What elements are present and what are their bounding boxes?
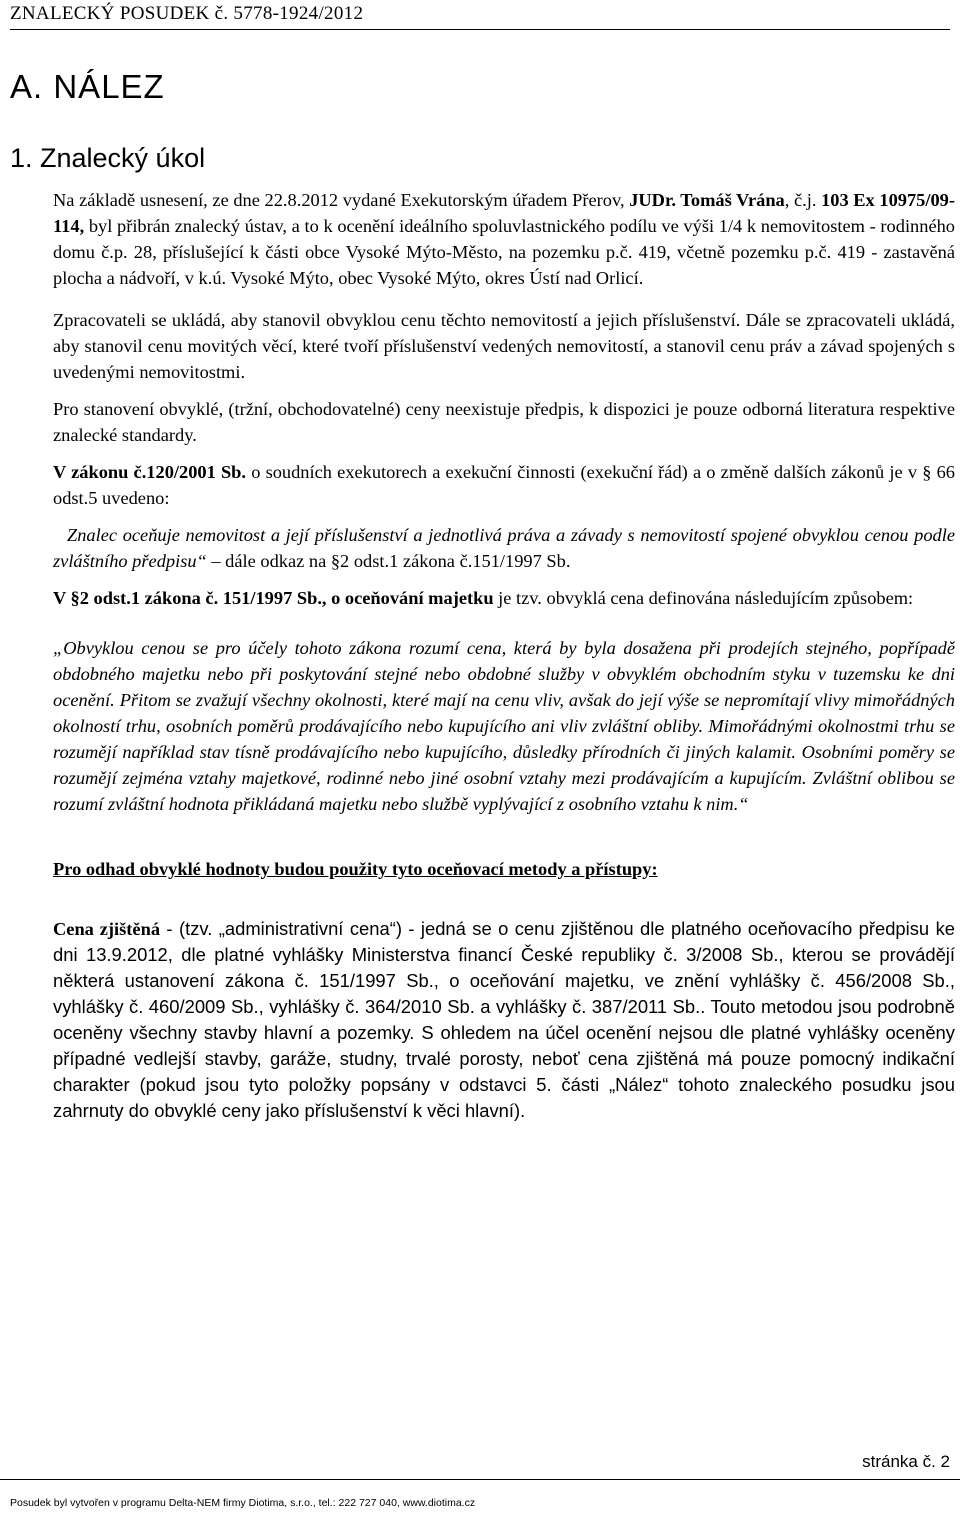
- footer-text: Posudek byl vytvořen v programu Delta-NEM firmy Diotima, s.r.o., tel.: 222 727 040, www.diotima.cz: [10, 1497, 476, 1509]
- quote-text: Znalec oceňuje nemovitost a její příslušenství a jednotlivá práva a závady s nemovitostí spojené obvyklou cenou podle zvláštního předpisu“: [53, 525, 955, 571]
- subsection-heading: 1. Znalecký úkol: [10, 143, 206, 173]
- executor-name: JUDr. Tomáš Vrána: [629, 190, 785, 210]
- method-description: - (tzv. „administrativní cena“) - jedná se o cenu zjištěnou dle platného oceňovacího předpisu ke dni 13.9.2012, dle platné vyhlášky Ministerstva financí České republiky č. 3/2008 Sb., kterou se provádějí některá ustanovení zákona č. 151/1997 Sb., o oceňování majetku, ve znění vyhlášky č. 456/2008 Sb., vyhlášky č. 460/2009 Sb., vyhlášky č. 364/2010 Sb. a vyhlášky č. 387/2011 Sb.. Touto metodou jsou podrobně oceněny všechny stavby hlavní a pozemky. S ohledem na účel ocenění nejsou dle platné vyhlášky oceněny případné vedlejší stavby, garáže, studny, trvalé porosty, neboť cena zjištěná má pouze pomocný indikační charakter (pokud jsou tyto položky popsány v odstavci 5. části „Nález“ tohoto znaleckého posudku jsou zahrnuty do obvyklé ceny jako příslušenství k věci hlavní).: [53, 918, 955, 1121]
- methods-heading: Pro odhad obvyklé hodnoty budou použity tyto oceňovací metody a přístupy:: [53, 859, 658, 879]
- method-paragraph: [53, 916, 955, 1124]
- footer-divider: [0, 1479, 960, 1480]
- quote-paragraph: [53, 522, 955, 574]
- section-heading: A. NÁLEZ: [10, 68, 165, 105]
- task-paragraph: Zpracovateli se ukládá, aby stanovil obvyklou cenu těchto nemovitostí a jejich příslušenství. Dále se zpracovateli ukládá, aby stanovil cenu movitých věcí, které tvoří příslušenství vedených nemovitostí, a stanovil cenu práv a závad spojených s uvedenými nemovitostmi.: [53, 310, 955, 382]
- law-text: o soudních exekutorech a exekuční činnosti (exekuční řád) a o změně dalších zákonů je v § 66 odst.5 uvedeno:: [53, 462, 955, 508]
- document-header: ZNALECKÝ POSUDEK č. 5778-1924/2012: [10, 3, 950, 30]
- method-name: Cena zjištěná: [53, 919, 161, 939]
- definition-law: V §2 odst.1 zákona č. 151/1997 Sb., o oceňování majetku: [53, 588, 494, 608]
- definition-paragraph: [53, 585, 955, 611]
- assignment-paragraph: [53, 187, 955, 291]
- law-paragraph: [53, 459, 955, 511]
- law-reference: V zákonu č.120/2001 Sb.: [53, 462, 247, 482]
- document-body: [53, 187, 955, 1124]
- case-number: 103 Ex 10975/09-114,: [53, 190, 955, 236]
- quote-reference: – dále odkaz na §2 odst.1 zákona č.151/1997 Sb.: [206, 551, 571, 571]
- assignment-text-c: , č.j.: [784, 190, 822, 210]
- assignment-text-a: Na základě usnesení, ze dne 22.8.2012 vydané Exekutorským úřadem Přerov,: [53, 190, 630, 210]
- definition-quote: „Obvyklou cenou se pro účely tohoto zákona rozumí cena, která by byla dosažena při prodejích stejného, popřípadě obdobného majetku nebo při poskytování stejné nebo obdobné služby v obvyklém obchodním styku v tuzemsku ke dni ocenění. Přitom se zvažují všechny okolnosti, které mají na cenu vliv, avšak do její výše se nepromítají vlivy mimořádných okolností trhu, osobních poměrů prodávajícího nebo kupujícího ani vliv zvláštní obliby. Mimořádnými okolnostmi trhu se rozumějí například stav tísně prodávajícího nebo kupujícího, důsledky přírodních či jiných kalamit. Osobními poměry se rozumějí zejména vztahy majetkové, rodinné nebo jiné osobní vztahy mezi prodávajícím a kupujícím. Zvláštní oblibou se rozumí zvláštní hodnota přikládaná majetku nebo službě vyplývající z osobního vztahu k nim.“: [53, 638, 955, 814]
- definition-text: je tzv. obvyklá cena definována následujícím způsobem:: [493, 588, 914, 608]
- page-number: stránka č. 2: [862, 1452, 950, 1471]
- assignment-text-e: byl přibrán znalecký ústav, a to k ocenění ideálního spoluvlastnického podílu ve výši 1/4 k nemovitostem - rodinného domu č.p. 28, příslušející k části obce Vysoké Mýto-Město, na pozemku p.č. 419, včetně pozemku p.č. 419 - zastavěná plocha a nádvoří, v k.ú. Vysoké Mýto, obec Vysoké Mýto, okres Ústí nad Orlicí.: [53, 216, 955, 288]
- regulation-paragraph: Pro stanovení obvyklé, (tržní, obchodovatelné) ceny neexistuje předpis, k dispozici je pouze odborná literatura respektive znalecké standardy.: [53, 399, 955, 445]
